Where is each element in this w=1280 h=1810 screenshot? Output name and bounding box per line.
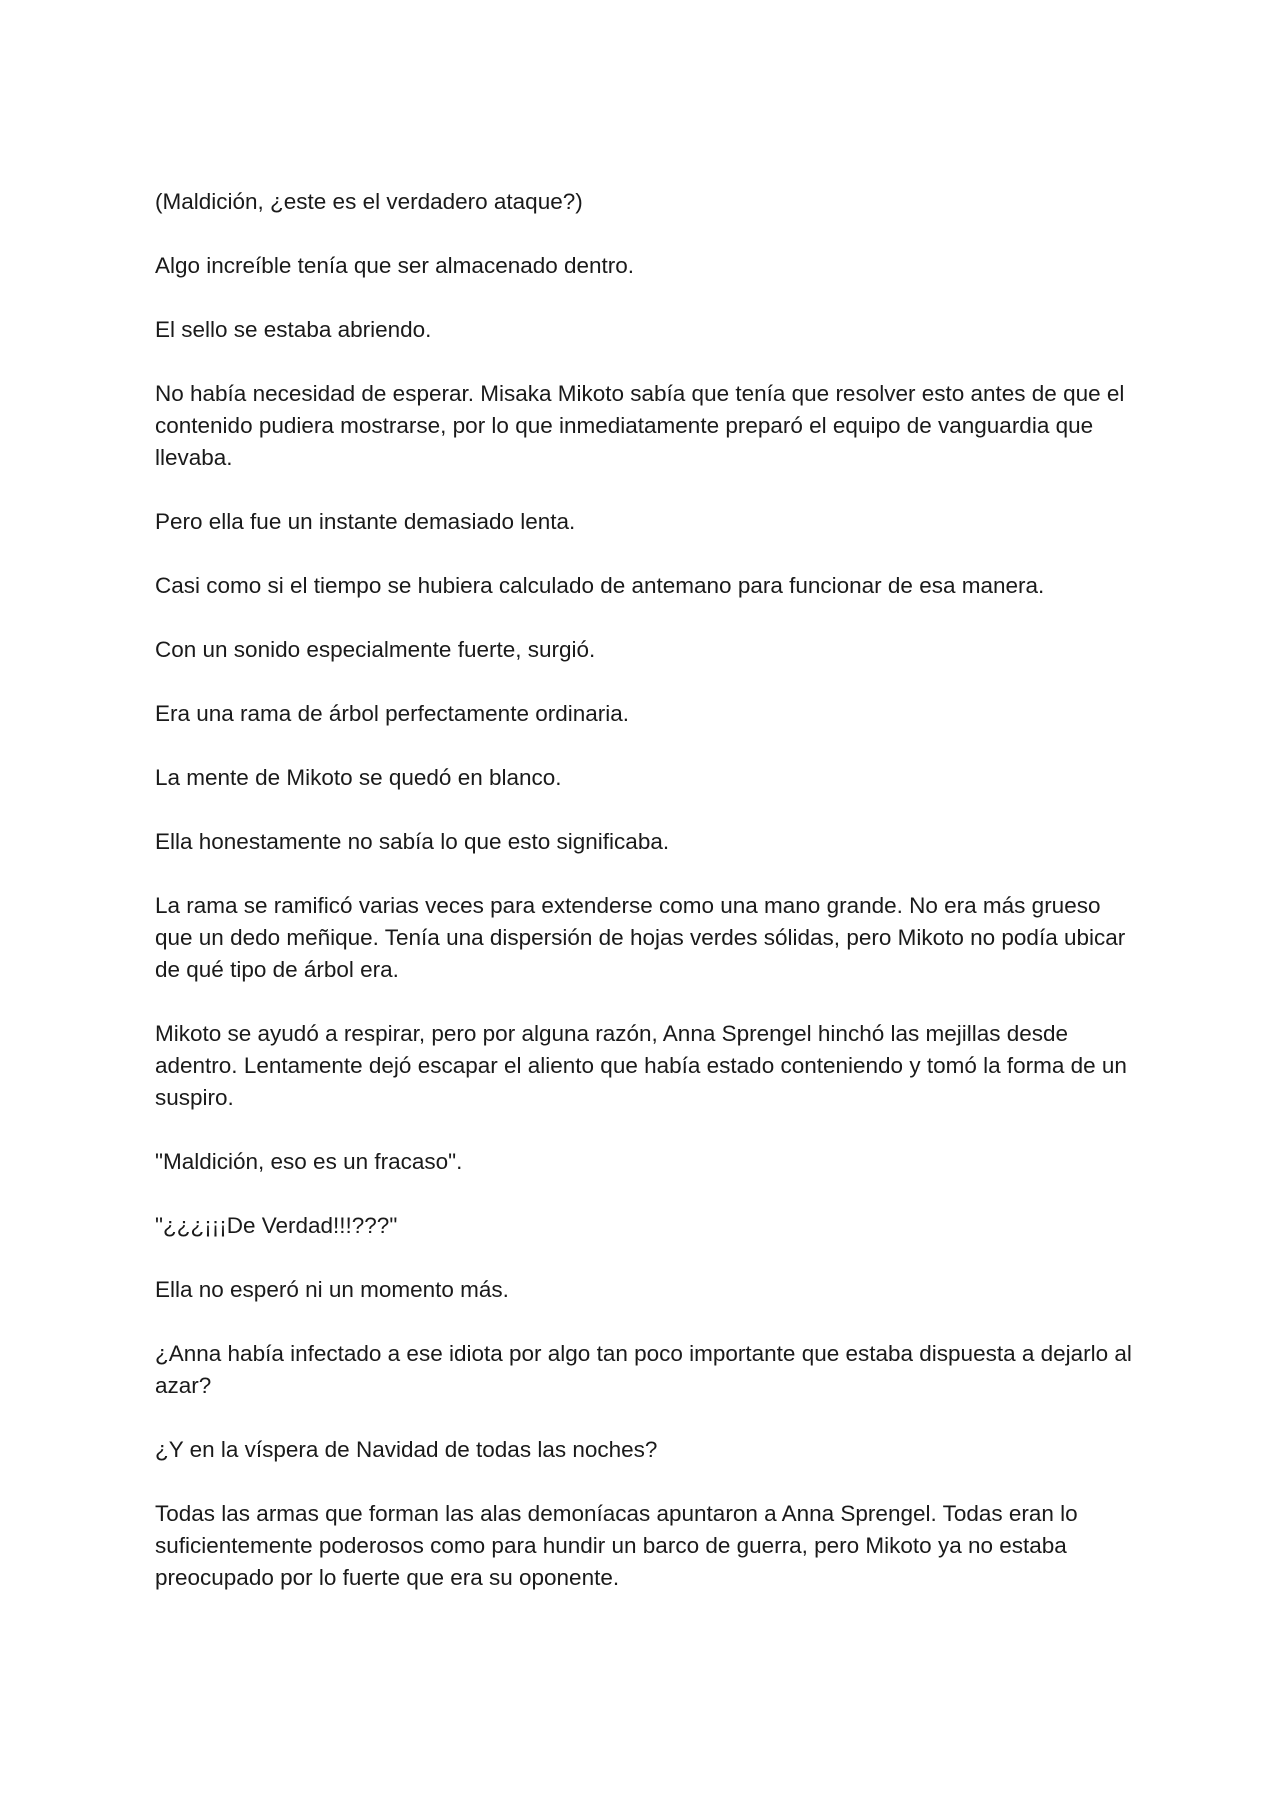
paragraph: Todas las armas que forman las alas demoníacas apuntaron a Anna Sprengel. Todas eran lo suficientemente poderosos como para hundir un barco de guerra, pero Mikoto ya no estaba preocupado por lo fuerte que era su oponente.: [155, 1501, 1078, 1590]
paragraph: El sello se estaba abriendo.: [155, 317, 432, 342]
document-body: [155, 186, 1135, 1626]
paragraph: Era una rama de árbol perfectamente ordinaria.: [155, 701, 630, 726]
paragraph: ¿Y en la víspera de Navidad de todas las noches?: [155, 1437, 658, 1462]
paragraph: "¿¿¿¡¡¡De Verdad!!!???": [155, 1213, 398, 1238]
paragraph: Con un sonido especialmente fuerte, surgió.: [155, 637, 596, 662]
paragraph: La mente de Mikoto se quedó en blanco.: [155, 765, 562, 790]
paragraph: No había necesidad de esperar. Misaka Mikoto sabía que tenía que resolver esto antes de que el contenido pudiera mostrarse, por lo que inmediatamente preparó el equipo de vanguardia que llevaba.: [155, 381, 1125, 470]
paragraph: Ella honestamente no sabía lo que esto significaba.: [155, 829, 670, 854]
paragraph: Algo increíble tenía que ser almacenado dentro.: [155, 253, 635, 278]
paragraph: Casi como si el tiempo se hubiera calculado de antemano para funcionar de esa manera.: [155, 573, 1045, 598]
paragraph: "Maldición, eso es un fracaso".: [155, 1149, 463, 1174]
paragraph: Pero ella fue un instante demasiado lenta.: [155, 509, 576, 534]
paragraph: La rama se ramificó varias veces para extenderse como una mano grande. No era más grueso que un dedo meñique. Tenía una dispersión de hojas verdes sólidas, pero Mikoto no podía ubicar de qué tipo de árbol era.: [155, 893, 1126, 982]
paragraph: Ella no esperó ni un momento más.: [155, 1277, 509, 1302]
paragraph: (Maldición, ¿este es el verdadero ataque?): [155, 189, 583, 214]
paragraph: Mikoto se ayudó a respirar, pero por alguna razón, Anna Sprengel hinchó las mejillas desde adentro. Lentamente dejó escapar el aliento que había estado conteniendo y tomó la forma de un suspiro.: [155, 1021, 1127, 1110]
paragraph: ¿Anna había infectado a ese idiota por algo tan poco importante que estaba dispuesta a dejarlo al azar?: [155, 1341, 1132, 1398]
